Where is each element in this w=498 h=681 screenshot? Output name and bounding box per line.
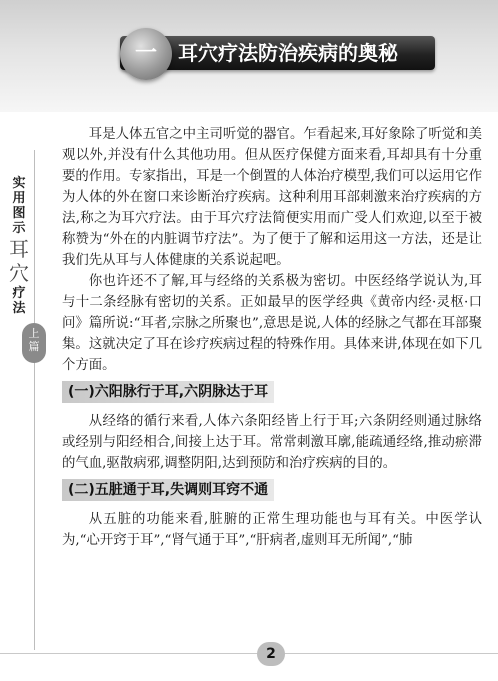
footer-rule xyxy=(0,653,498,654)
paragraph: 耳是人体五官之中主司听觉的器官。乍看起来,耳好象除了听觉和美观以外,并没有什么其他功用。但从医疗保健方面来看,耳却具有十分重要的作用。专家指出，耳是一个倒置的人体治疗模型,我们可以运用它作为人体的外在窗口来诊断治疗疾病。这种利用耳部刺激来治疗疾病的方法,称之为耳穴疗法。由于耳穴疗法简便实用而广受人们欢迎,以至于被称赞为“外在的内脏调节疗法”。为了便于了解和运用这一方法，还是让我们先从耳与人体健康的关系说起吧。 xyxy=(62,127,482,268)
part-char: 上 xyxy=(28,327,40,340)
part-badge xyxy=(22,323,46,363)
side-divider xyxy=(34,150,35,650)
series-big-char: 耳 xyxy=(9,237,29,261)
body-text xyxy=(62,124,482,551)
paragraph: 从五脏的功能来看,脏腑的正常生理功能也与耳有关。中医学认为,“心开窍于耳”,“肾气通于耳”,“肝病者,虚则耳无所闻”,“肺 xyxy=(62,512,482,548)
series-char: 法 xyxy=(12,301,26,316)
section-heading: (二)五脏通于耳,失调则耳窍不通 xyxy=(62,479,274,501)
series-char: 用 xyxy=(12,191,26,206)
series-char: 疗 xyxy=(12,286,26,301)
section-heading: (一)六阳脉行于耳,六阴脉达于耳 xyxy=(62,381,274,403)
chapter-number: 一 xyxy=(134,40,157,66)
series-char: 图 xyxy=(12,206,26,221)
series-char: 示 xyxy=(12,221,26,236)
chapter-title: 耳穴疗法防治疾病的奥秘 xyxy=(178,41,398,65)
series-big-char: 穴 xyxy=(9,261,29,285)
page-number: 2 xyxy=(257,642,285,666)
part-char: 篇 xyxy=(28,340,40,353)
series-title xyxy=(8,176,30,316)
paragraph: 你也许还不了解,耳与经络的关系极为密切。中医经络学说认为,耳与十二条经脉有密切的关系。正如最早的医学经典《黄帝内经·灵枢·口问》篇所说:“耳者,宗脉之所聚也”,意思是说,人体的经脉之气都在耳部聚集。这就决定了耳在诊疗疾病过程的特殊作用。具体来讲,体现在如下几个方面。 xyxy=(62,274,482,373)
series-char: 实 xyxy=(12,176,26,191)
paragraph: 从经络的循行来看,人体六条阳经皆上行于耳;六条阴经则通过脉络或经别与阳经相合,间接上达于耳。常常刺激耳廓,能疏通经络,推动瘀滞的气血,驱散病邪,调整阴阳,达到预防和治疗疾病的目的。 xyxy=(62,414,482,471)
